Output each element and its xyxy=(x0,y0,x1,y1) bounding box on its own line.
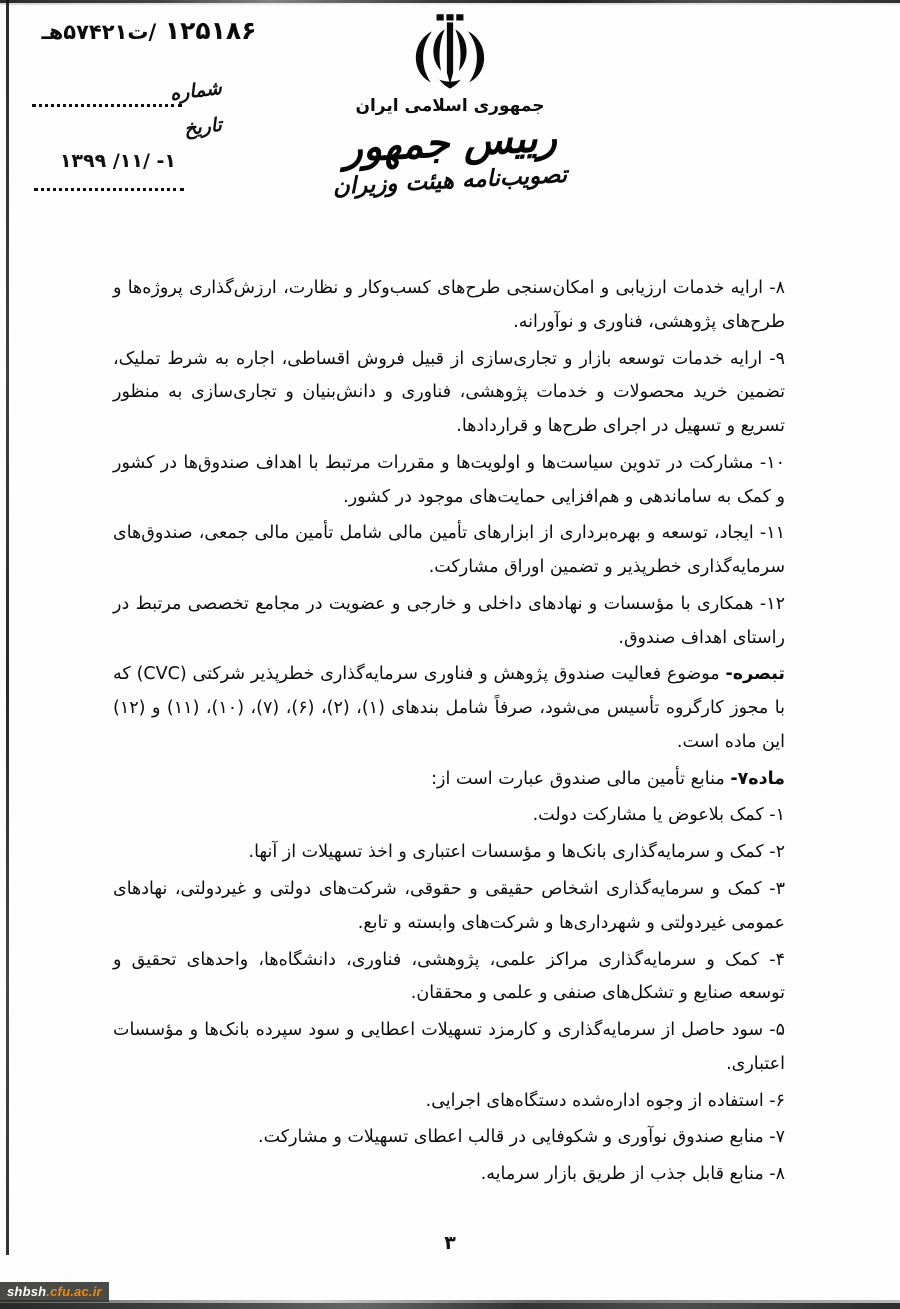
article-7-heading xyxy=(113,763,785,797)
funding-item-1: ۱- کمک بلاعوض یا مشارکت دولت. xyxy=(532,805,785,826)
page-number: ۳ xyxy=(444,1232,456,1254)
clause-12: ۱۲- همکاری با مؤسسات و نهادهای داخلی و خارجی و عضویت در مجامع تخصصی مرتبط در راستای اهداف صندوق. xyxy=(113,593,785,648)
stamp-date-label: تاریخ xyxy=(182,113,224,141)
funding-item-7: ۷- منابع صندوق نوآوری و شکوفایی در قالب اعطای تسهیلات و مشارکت. xyxy=(258,1127,785,1148)
scan-artifact-bottom-edge xyxy=(0,1303,900,1309)
cabinet-approval-title: تصویب‌نامه هیئت وزیران xyxy=(332,161,568,201)
article-7-label: ماده۷- xyxy=(730,768,785,789)
article-7-text: منابع تأمین مالی صندوق عبارت است از: xyxy=(431,768,731,789)
watermark-site-name: shbsh xyxy=(7,1284,47,1299)
site-watermark xyxy=(0,1282,109,1302)
watermark-domain: .cfu.ac.ir xyxy=(46,1284,102,1299)
funding-item-5: ۵- سود حاصل از سرمایه‌گذاری و کارمزد تسهیلات اعطایی و سود سپرده بانک‌ها و مؤسسات اعتباری. xyxy=(113,1020,785,1074)
iran-emblem-icon xyxy=(404,8,496,94)
president-title: رییس جمهور xyxy=(342,114,558,172)
stamp-date-value: ۱۳۹۹ /۱۱/ -۱ xyxy=(59,150,176,172)
tabsareh-text: موضوع فعالیت صندوق پژوهش و فناوری سرمایه‌گذاری خطرپذیر شرکتی (CVC) که با مجوز کارگروه تأسیس می‌شود، صرفاً شامل بندهای (۱)، (۲)، (۶)، (۷)، (۱۰)، (۱۱) و (۱۲) این ماده است. xyxy=(113,664,785,752)
clause-11: ۱۱- ایجاد، توسعه و بهره‌برداری از ابزارهای تأمین مالی شامل تأمین مالی جمعی، صندوق‌های سرمایه‌گذاری خطرپذیر و تضمین اوراق مشارکت. xyxy=(113,523,785,578)
document-body xyxy=(113,272,785,1195)
funding-item-2: ۲- کمک و سرمایه‌گذاری بانک‌ها و مؤسسات اعتباری و اخذ تسهیلات از آنها. xyxy=(248,842,785,863)
reference-number-value: ۱۲۵۱۸۶ xyxy=(164,16,257,45)
funding-item-4: ۴- کمک و سرمایه‌گذاری مراکز علمی، پژوهشی، فناوری، دانشگاه‌ها، واحدهای تحقیق و توسعه صنایع و تشکل‌های صنفی و علمی و محققان. xyxy=(113,949,785,1004)
organization-name: جمهوری اسلامی ایران xyxy=(355,96,545,116)
stamp-number-label: شماره xyxy=(169,76,224,106)
clause-10: ۱۰- مشارکت در تدوین سیاست‌ها و اولویت‌ها و مقررات مرتبط با اهداف صندوق‌ها در کشور و کمک به ساماندهی و هم‌افزایی حمایت‌های موجود در کشور. xyxy=(113,452,785,507)
funding-item-3: ۳- کمک و سرمایه‌گذاری اشخاص حقیقی و حقوقی، شرکت‌های دولتی و غیردولتی، نهادهای عمومی غیردولتی و شهرداری‌ها و شرکت‌های وابسته و تابع. xyxy=(113,879,785,933)
letterhead xyxy=(0,0,900,262)
funding-item-6: ۶- استفاده از وجوه اداره‌شده دستگاه‌های اجرایی. xyxy=(425,1090,785,1111)
clause-9: ۹- ارایه خدمات توسعه بازار و تجاری‌سازی از قبیل فروش اقساطی، اجاره به شرط تملیک، تضمین خرید محصولات و خدمات پژوهشی، فناوری و دانش‌بنیان و تجاری‌سازی به منظور تسریع و تسهیل در اجرای طرح‌ها و قراردادها. xyxy=(113,348,785,437)
tabsareh-note xyxy=(113,658,785,759)
reference-number-suffix: /ت۵۷۴۲۱هـ xyxy=(41,20,157,44)
emblem-block xyxy=(0,8,900,201)
clause-8: ۸- ارایه خدمات ارزیابی و امکان‌سنجی طرح‌های کسب‌وکار و نظارت، ارزش‌گذاری پروژه‌ها و طرح‌های پژوهشی، فناوری و نوآورانه. xyxy=(113,278,785,332)
tabsareh-label: تبصره- xyxy=(725,664,785,685)
funding-item-8: ۸- منابع قابل جذب از طریق بازار سرمایه. xyxy=(480,1164,785,1185)
